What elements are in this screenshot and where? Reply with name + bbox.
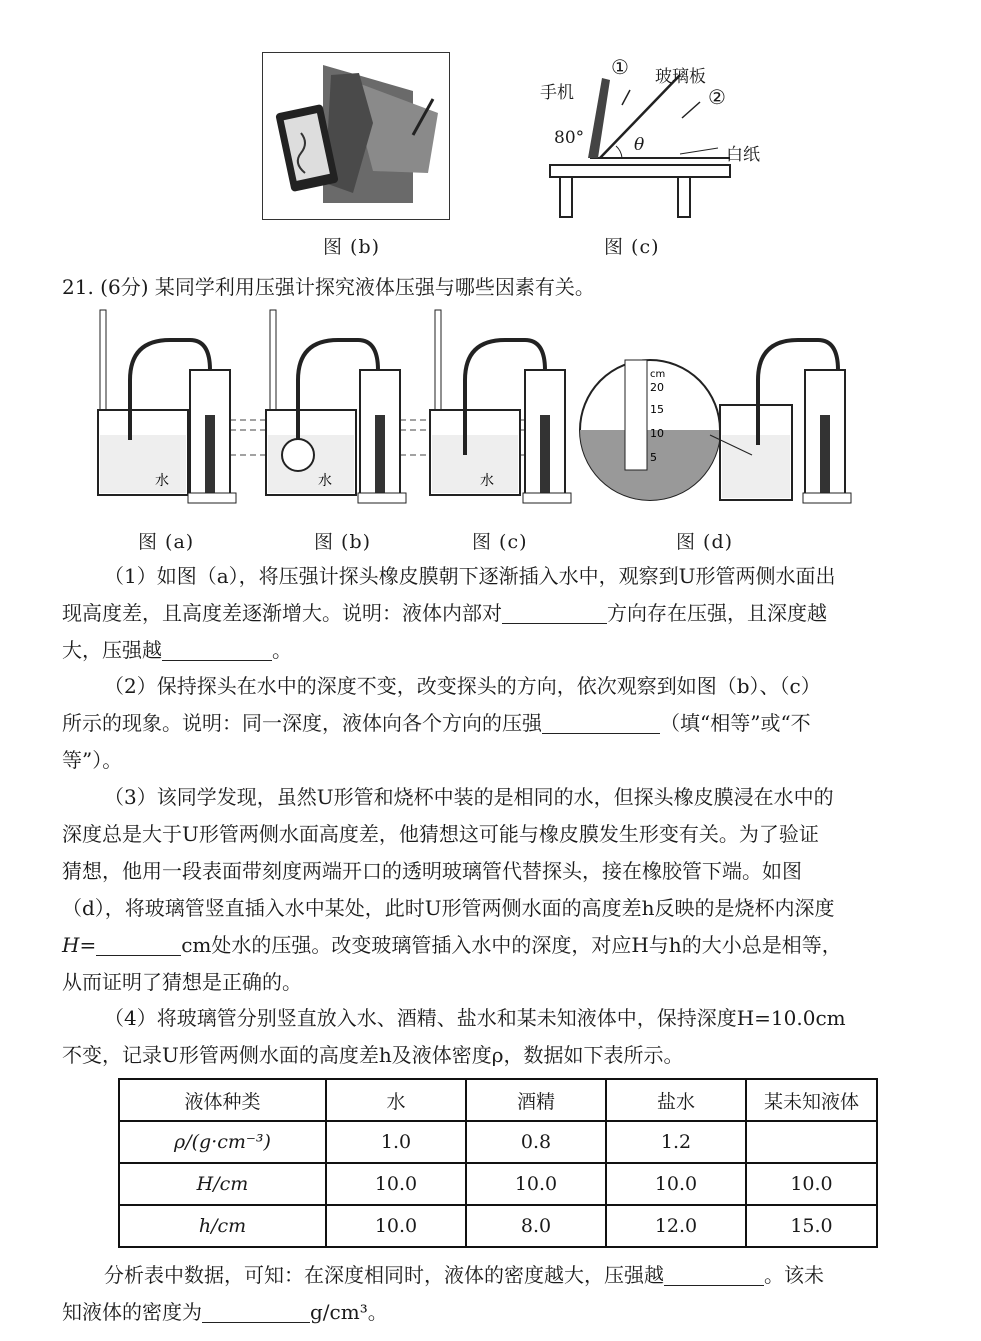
table-row [119,1121,877,1163]
part-2-line-1: （2）保持探头在水中的深度不变，改变探头的方向，依次观察到如图（b）、（c） [104,674,821,698]
part-1-line-1: （1）如图（a），将压强计探头橡皮膜朝下逐渐插入水中，观察到U形管两侧水面出 [104,564,836,588]
table-cell: 10.0 [606,1163,746,1205]
table-cell: 1.2 [606,1121,746,1163]
table-header-cell: 酒精 [466,1079,606,1121]
ruler-tick-10: 10 [650,427,664,440]
part-3-line-5b: cm处水的压强。改变玻璃管插入水中的深度，对应H与h的大小总是相等， [181,933,842,957]
part-4-line-2: 不变，记录U形管两侧水面的高度差h及液体密度ρ，数据如下表所示。 [62,1043,684,1067]
phone-label: 手机 [540,83,574,103]
table-row [119,1205,877,1247]
part-3-line-4: （d），将玻璃管竖直插入水中某处，此时U形管两侧水面的高度差h反映的是烧杯内深度 [62,896,835,920]
angle-label: 80° [554,128,585,148]
part-1 [62,558,922,669]
part-4-line-1: （4）将玻璃管分别竖直放入水、酒精、盐水和某未知液体中，保持深度H=10.0cm [104,1006,846,1030]
table-cell: h/cm [119,1205,326,1247]
ruler-tick-15: 15 [650,403,664,416]
part-1-line-2b: 方向存在压强，且深度越 [607,601,827,625]
data-table [118,1078,878,1248]
table-cell: 12.0 [606,1205,746,1247]
part-1-line-3b: 。 [272,638,292,662]
apparatus-figures [80,305,880,515]
figure-c-caption: 图 (c) [604,236,660,258]
table-cell: 1.0 [326,1121,466,1163]
paper-label: 白纸 [726,145,760,165]
analysis [62,1257,922,1331]
part-3-line-5a: H= [62,933,97,957]
table-cell [746,1121,877,1163]
ruler-unit: cm [650,369,666,380]
table-cell: 10.0 [746,1163,877,1205]
part-2-line-3: 等”）。 [62,748,123,772]
part-3 [62,779,922,1001]
ruler-tick-5: 5 [650,451,657,464]
table-cell: ρ/(g·cm⁻³) [119,1121,326,1163]
part-4 [62,1000,922,1074]
figure-a-caption: 图 (a) [138,531,195,553]
answer-blank-1[interactable] [502,601,607,624]
figure-b-caption: 图 (b) [323,236,381,258]
part-2 [62,668,922,779]
analysis-line-2a: 知液体的密度为 [62,1300,202,1324]
part-3-line-1: （3）该同学发现，虽然U形管和烧杯中装的是相同的水，但探头橡皮膜浸在水中的 [104,785,834,809]
table-cell: 10.0 [466,1163,606,1205]
part-2-line-2b: （填“相等”或“不 [660,711,811,735]
table-header-cell: 液体种类 [119,1079,326,1121]
answer-blank-4[interactable] [96,933,181,956]
analysis-line-1b: 。该未 [764,1263,824,1287]
table-header-cell: 水 [326,1079,466,1121]
figure-b2-caption: 图 (b) [314,531,372,553]
analysis-line-2b: g/cm³。 [310,1300,388,1324]
table-cell: H/cm [119,1163,326,1205]
table-cell: 15.0 [746,1205,877,1247]
ruler-tick-20: 20 [650,381,664,394]
water-label-a: 水 [155,473,169,489]
table-header-cell: 某未知液体 [746,1079,877,1121]
table-cell: 8.0 [466,1205,606,1247]
figure-c2-caption: 图 (c) [472,531,528,553]
table-cell: 0.8 [466,1121,606,1163]
water-label-b: 水 [318,473,332,489]
part-3-line-3: 猜想，他用一段表面带刻度两端开口的透明玻璃管代替探头，接在橡胶管下端。如图 [62,859,802,883]
answer-blank-6[interactable] [202,1300,310,1323]
table-header-cell: 盐水 [606,1079,746,1121]
theta-label: θ [634,135,645,155]
ray-2-label: ② [708,85,726,109]
answer-blank-3[interactable] [542,711,660,734]
question-header: 21. (6分) 某同学利用压强计探究液体压强与哪些因素有关。 [62,275,595,299]
glass-plate-label: 玻璃板 [655,67,706,87]
table-row [119,1163,877,1205]
figure-d-caption: 图 (d) [676,531,734,553]
figure-b-photo [262,52,450,220]
part-3-line-2: 深度总是大于U形管两侧水面高度差，他猜想这可能与橡皮膜发生形变有关。为了验证 [62,822,819,846]
ray-1-label: ① [611,55,629,79]
table-header-row [119,1079,877,1121]
analysis-line-1a: 分析表中数据，可知：在深度相同时，液体的密度越大，压强越 [104,1263,664,1287]
part-2-line-2a: 所示的现象。说明：同一深度，液体向各个方向的压强 [62,711,542,735]
part-3-line-6: 从而证明了猜想是正确的。 [62,970,302,994]
table-cell: 10.0 [326,1205,466,1247]
water-label-c: 水 [480,473,494,489]
part-1-line-2a: 现高度差，且高度差逐渐增大。说明：液体内部对 [62,601,502,625]
part-1-line-3a: 大，压强越 [62,638,162,662]
answer-blank-2[interactable] [162,638,272,661]
answer-blank-5[interactable] [664,1263,764,1286]
table-cell: 10.0 [326,1163,466,1205]
